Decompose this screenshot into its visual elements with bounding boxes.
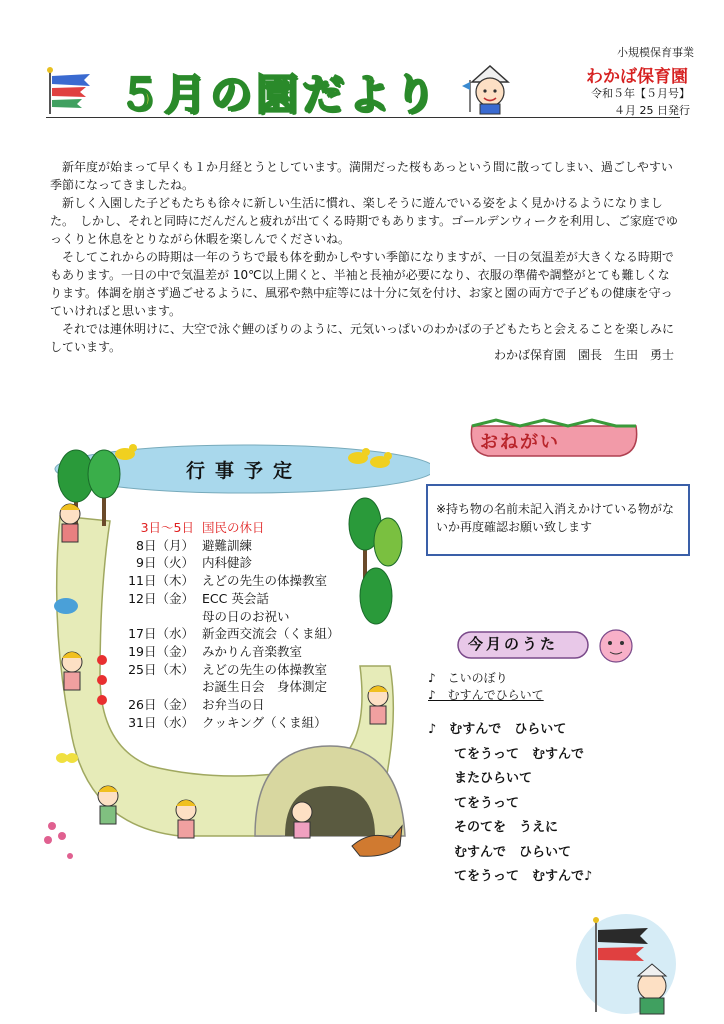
event-item (112, 696, 340, 714)
event-name: 母の日のお祝い (202, 608, 290, 624)
lyric-line: てをうって (428, 795, 520, 811)
letter-paragraph: それでは連休明けに、大空で泳ぐ鯉のぼりのように、元気いっぱいのわかばの子どもたちと会えることを楽しみにしています。 (50, 322, 675, 354)
event-date: 8日（月） (136, 537, 194, 553)
event-item (112, 661, 340, 679)
event-name: 国民の休日 (202, 520, 265, 535)
letter-paragraph: 新年度が始まって早くも１か月経とうとしています。満開だった桜もあっという間に散ってしまい、過ごしやすい季節になってきましたね。 (50, 160, 673, 192)
event-item (112, 537, 340, 555)
event-name: 避難訓練 (202, 537, 253, 553)
lyric-line: むすんで ひらいて (428, 844, 572, 860)
organization-type: 小規模保育事業 (617, 46, 694, 59)
event-date: 11日（木） (128, 573, 194, 589)
event-date: 3日～5日 (140, 520, 194, 535)
event-item (112, 625, 340, 643)
lyric-line: またひらいて (428, 771, 533, 786)
event-item (112, 519, 340, 537)
song-title: 今月のうた (468, 635, 559, 653)
letter-signature: わかば保育園 園長 生田 勇士 (493, 348, 674, 362)
request-notice-text: ※持ち物の名前未記入消えかけている物がないか再度確認お願い致します (436, 502, 675, 534)
event-item (112, 643, 340, 661)
event-name: 内科健診 (202, 555, 253, 571)
event-date (112, 678, 202, 696)
event-name: お弁当の日 (202, 697, 265, 713)
event-name: 新金西交流会（くま組） (202, 626, 340, 642)
letter-paragraph: そしてこれからの時期は一年のうちで最も体を動かしやすい季節になりますが、一日の気温差が大きくなる時期でもあります。一日の中で気温差が 10℃以上開くと、半袖と長袖が必要になり、衣服の準備や調整がとても難しくなります。体調を崩さず過ごせるように、風邪や熱中症等には十分に気を付け、お家と園の両方で子どもの健康を守っていければと思います。 (50, 250, 674, 318)
event-date: 25日（木） (128, 661, 194, 677)
letter-paragraph: 新しく入園した子どもたちも徐々に新しい生活に慣れ、楽しそうに遊んでいる姿をよく見かけるようになりました。 しかし、それと同時にだんだんと疲れが出てくる時期でもあります。ゴールデンウィークを利用し、ご家庭でゆっくりと休息をとりながら休暇を楽しんでくださいね。 (50, 196, 678, 246)
header-divider (46, 117, 680, 118)
page-title: ５月の園だより (118, 70, 441, 119)
event-date: 17日（水） (128, 626, 194, 642)
event-list (112, 519, 340, 731)
greeting-letter (50, 158, 678, 356)
event-item (112, 554, 340, 572)
event-date: 26日（金） (128, 697, 194, 713)
issue-label: 令和５年【５月号】 (591, 87, 690, 100)
song-item: ♪ こいのぼり (428, 671, 508, 685)
event-name: お誕生日会 身体測定 (202, 679, 328, 695)
lyric-line: てをうって むすんで (428, 746, 585, 762)
event-item (112, 572, 340, 590)
lyric-line: ♪ むすんで ひらいて (428, 722, 567, 737)
event-name: ECC 英会話 (202, 590, 269, 606)
issue-date: ４月 25 日発行 (614, 104, 690, 117)
event-date: 12日（金） (128, 590, 194, 606)
event-item (112, 714, 340, 732)
event-item (112, 608, 340, 626)
child-samurai-helmet-illustration (462, 60, 518, 116)
event-name: えどの先生の体操教室 (202, 661, 328, 677)
lyric-line: てをうって むすんで♪ (428, 869, 593, 884)
event-name: みかりん音楽教室 (202, 643, 303, 659)
event-name: えどの先生の体操教室 (202, 573, 328, 589)
event-name: クッキング（くま組） (202, 714, 327, 730)
event-date: 19日（金） (128, 643, 194, 659)
event-item (112, 590, 340, 608)
schedule-title: 行事予定 (186, 460, 303, 482)
carp-streamer-child-illustration (574, 912, 678, 1016)
carp-streamer-illustration (40, 66, 98, 116)
song-item: ♪ むすんでひらいて (428, 688, 544, 702)
organization-name: わかば保育園 (586, 67, 688, 87)
event-date: 9日（火） (136, 555, 194, 571)
event-item (112, 678, 340, 696)
lyric-line: そのてを うえに (428, 820, 559, 835)
request-title: おねがい (480, 432, 560, 453)
request-notice-box (426, 484, 690, 556)
event-date: 31日（水） (128, 714, 194, 730)
song-lyrics (428, 718, 592, 890)
song-list (428, 670, 544, 704)
event-date (112, 608, 202, 626)
